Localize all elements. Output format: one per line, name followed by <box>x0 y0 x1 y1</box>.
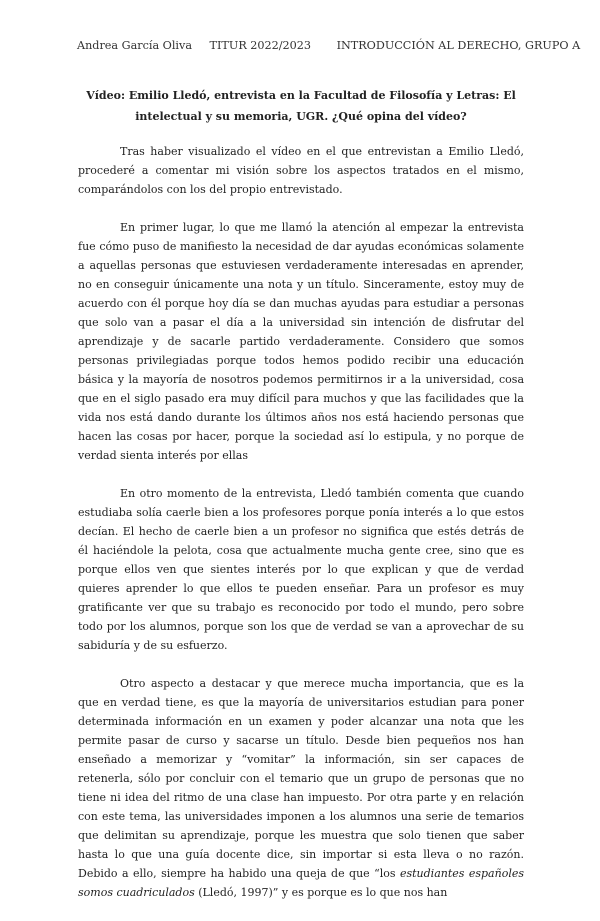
paragraph-scholarships: En primer lugar, lo que me llamó la atención al empezar la entrevista fue cómo puso de manifiesto la necesidad de dar ayudas económicas solamente a aquellas personas que estuviesen verdaderamente interesadas en aprender, no en conseguir únicamente una nota y un título. Sinceramente, estoy muy de acuerdo con él porque hoy día se dan muchas ayudas para estudiar a personas que solo van a pasar el día a la universidad sin intención de disfrutar del aprendizaje y de sacarle partido verdaderamente. Considero que somos personas privilegiadas porque todos hemos podido recibir una educación básica y la mayoría de nosotros podemos permitirnos ir a la universidad, cosa que en el siglo pasado era muy difícil para muchos y que las facilidades que la vida nos está dando durante los últimos años nos está haciendo personas que hacen las cosas por hacer, porque la sociedad así lo estipula, y no porque de verdad sienta interés por ellas <box>78 221 524 462</box>
header-subject: INTRODUCCIÓN AL DERECHO, GRUPO A <box>336 39 581 52</box>
paragraph-memorization <box>78 674 524 902</box>
header-author: Andrea García Oliva <box>77 39 192 52</box>
page-header <box>77 39 581 52</box>
paragraph-intro: Tras haber visualizado el vídeo en el que entrevistan a Emilio Lledó, procederé a comentar mi visión sobre los aspectos tratados en el mismo, comparándolos con los del propio entrevistado. <box>78 145 524 196</box>
quote-text: estudiantes españoles somos cuadriculados <box>78 867 524 899</box>
paragraph-text-end: (Lledó, 1997)” y es porque es lo que nos han <box>194 886 448 899</box>
document-body <box>78 142 524 921</box>
paragraph-teachers: En otro momento de la entrevista, Lledó también comenta que cuando estudiaba solía caerle bien a los profesores porque ponía interés a lo que estos decían. El hecho de caerle bien a un profesor no significa que estés detrás de él haciéndole la pelota, cosa que actualmente mucha gente cree, sino que es porque ellos ven que sientes interés por lo que explican y que de verdad quieres aprender lo que ellos te pueden enseñar. Para un profesor es muy gratificante ver que su trabajo es reconocido por todo el mundo, pero sobre todo por los alumnos, porque son los que de verdad se van a aprovechar de su sabiduría y de su esfuerzo. <box>78 487 524 652</box>
document-title: Vídeo: Emilio Lledó, entrevista en la Facultad de Filosofía y Letras: El intelectual y su memoria, UGR. ¿Qué opina del vídeo? <box>86 89 516 123</box>
header-course: TITUR 2022/2023 <box>209 39 312 52</box>
paragraph-text: Otro aspecto a destacar y que merece mucha importancia, que es la que en verdad tiene, es que la mayoría de universitarios estudian para poner determinada información en un examen y poder alcanzar una nota que les permite pasar de curso y sacarse un título. Desde bien pequeños nos han enseñado a memorizar y “vomitar” la información, sin ser capaces de retenerla, sólo por concluir con el temario que un grupo de personas que no tiene ni idea del ritmo de una clase han impuesto. Por otra parte y en relación con este tema, las universidades imponen a los alumnos una serie de temarios que delimitan su aprendizaje, porque les muestra que solo tienen que saber hasta lo que una guía docente dice, sin importar si esta lleva o no razón. Debido a ello, siempre ha habido una queja de que “los <box>78 677 524 880</box>
